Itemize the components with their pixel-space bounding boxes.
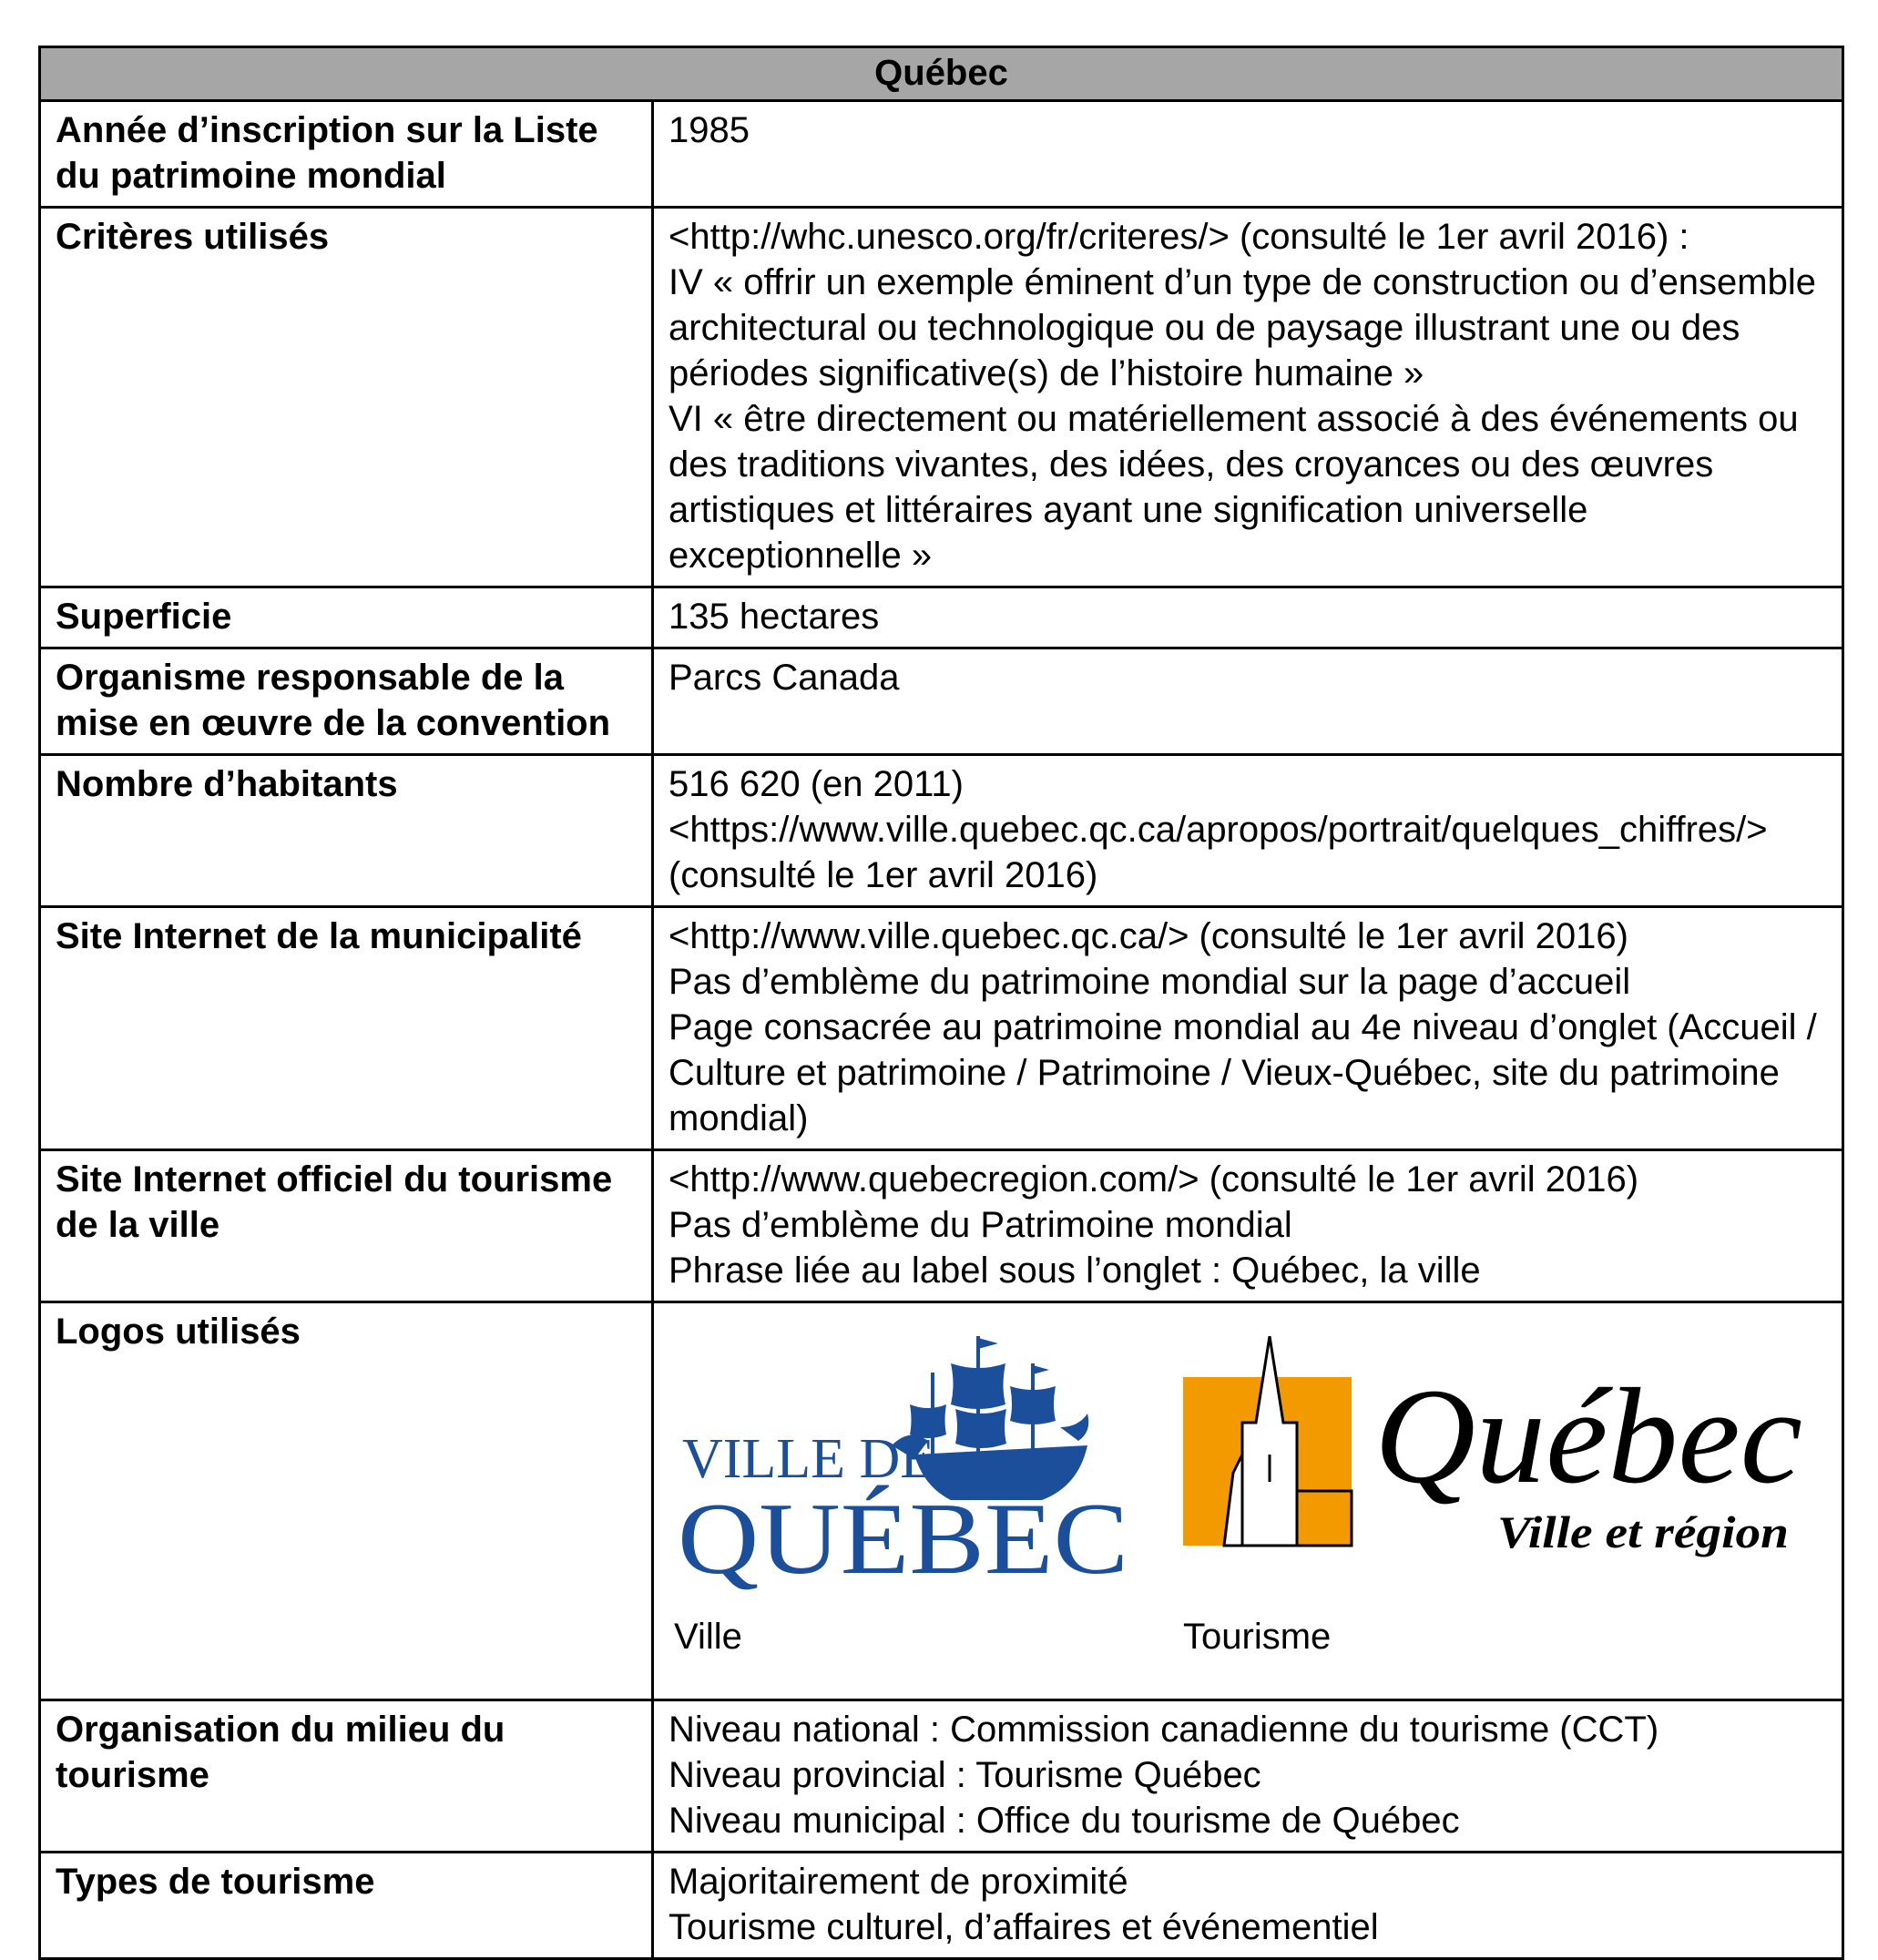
logos-area	[669, 1309, 1827, 1691]
ville-logo-line2: QUÉBEC	[678, 1483, 1128, 1596]
row-value	[653, 1150, 1843, 1302]
value-line: Page consacrée au patrimoine mondial au 4e niveau d’onglet (Accueil / Culture et patrimoine / Patrimoine / Vieux-Québec, site du patrimoine mondial)	[669, 1007, 1827, 1138]
ville-de-quebec-logo	[678, 1318, 1133, 1609]
row-value	[653, 587, 1843, 648]
value-line: Niveau provincial : Tourisme Québec	[669, 1755, 1261, 1795]
logos-cell	[653, 1302, 1843, 1700]
table-row	[40, 1700, 1843, 1853]
table-header-row	[40, 47, 1843, 101]
table-row	[40, 648, 1843, 755]
value-line: <http://whc.unesco.org/fr/criteres/> (consulté le 1er avril 2016) :	[669, 217, 1689, 257]
value-line: VI « être directement ou matériellement associé à des événements ou des traditions vivantes, des idées, des croyances ou des œuvres artistiques et littéraires ayant une signification universelle exceptionnelle »	[669, 399, 1809, 576]
row-label: Organisation du milieu du tourisme	[40, 1700, 653, 1853]
tourisme-logo-subtitle: Ville et région	[1497, 1506, 1789, 1557]
value-line: Majoritairement de proximité	[669, 1862, 1128, 1902]
heritage-info-table	[38, 46, 1844, 1960]
value-line: <http://www.quebecregion.com/> (consulté le 1er avril 2016)	[669, 1159, 1639, 1199]
table-row	[40, 907, 1843, 1150]
row-label: Nombre d’habitants	[40, 755, 653, 907]
tourisme-logo-title: Québec	[1374, 1361, 1802, 1512]
row-value	[653, 1853, 1843, 1959]
value-line: Niveau municipal : Office du tourisme de Québec	[669, 1801, 1460, 1841]
value-line: Pas d’emblème du patrimoine mondial sur la page d’accueil	[669, 962, 1631, 1002]
quebec-region-logo	[1183, 1336, 1812, 1591]
table-row	[40, 1853, 1843, 1959]
table-row	[40, 101, 1843, 208]
row-label: Critères utilisés	[40, 208, 653, 587]
value-line: 516 620 (en 2011) <https://www.ville.quebec.qc.ca/apropos/portrait/quelques_chiffres/> (consulté le 1er avril 2016)	[669, 764, 1778, 895]
value-line: 135 hectares	[669, 597, 880, 637]
value-line: Tourisme culturel, d’affaires et événementiel	[669, 1907, 1379, 1947]
table-row	[40, 1150, 1843, 1302]
tourisme-caption: Tourisme	[1183, 1617, 1332, 1657]
value-line: Phrase liée au label sous l’onglet : Québec, la ville	[669, 1251, 1481, 1291]
row-label: Site Internet de la municipalité	[40, 907, 653, 1150]
row-label: Organisme responsable de la mise en œuvre de la convention	[40, 648, 653, 755]
value-line: IV « offrir un exemple éminent d’un type de construction ou d’ensemble architectural ou technologique ou de paysage illustrant une ou des périodes significative(s) de l’histoire humaine »	[669, 262, 1827, 393]
row-label: Types de tourisme	[40, 1853, 653, 1959]
value-line: 1985	[669, 110, 750, 150]
row-value	[653, 648, 1843, 755]
value-line: Parcs Canada	[669, 658, 900, 698]
table-body-top	[40, 101, 1843, 1302]
value-line: Pas d’emblème du Patrimoine mondial	[669, 1205, 1292, 1245]
row-label: Année d’inscription sur la Liste du patrimoine mondial	[40, 101, 653, 208]
row-label: Site Internet officiel du tourisme de la ville	[40, 1150, 653, 1302]
row-label: Logos utilisés	[40, 1302, 653, 1700]
table-row	[40, 1302, 1843, 1700]
table-row	[40, 755, 1843, 907]
value-line: <http://www.ville.quebec.qc.ca/> (consulté le 1er avril 2016)	[669, 916, 1628, 956]
row-value	[653, 1700, 1843, 1853]
value-line: Niveau national : Commission canadienne du tourisme (CCT)	[669, 1710, 1659, 1750]
ville-logo-line1: VILLE DE	[682, 1428, 935, 1490]
table-row	[40, 208, 1843, 587]
row-value	[653, 907, 1843, 1150]
row-label: Superficie	[40, 587, 653, 648]
ville-caption: Ville	[674, 1617, 742, 1657]
row-value	[653, 208, 1843, 587]
table-row	[40, 587, 1843, 648]
table-body-bottom	[40, 1700, 1843, 1959]
row-value	[653, 101, 1843, 208]
table-title: Québec	[40, 47, 1843, 101]
table-body-logos	[40, 1302, 1843, 1700]
row-value	[653, 755, 1843, 907]
